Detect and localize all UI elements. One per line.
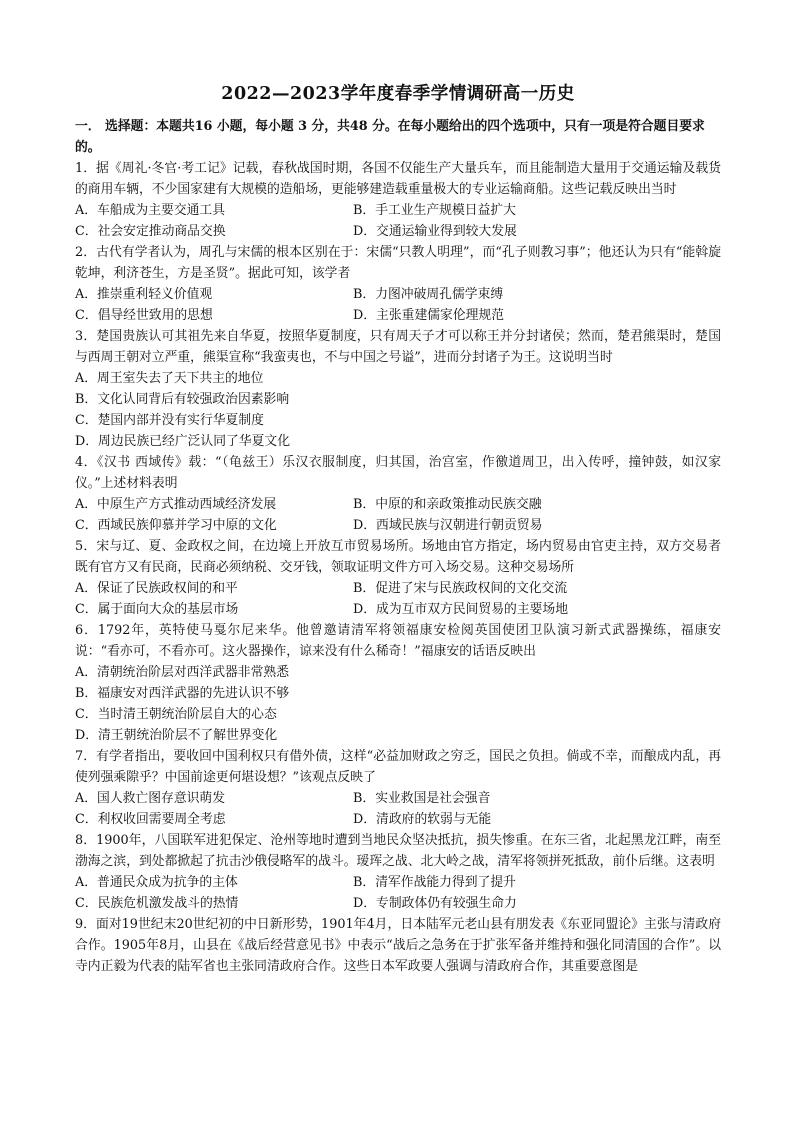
option-d: D．专制政体仍有较强生命力 <box>353 896 517 911</box>
question-stem: 1．据《周礼·冬官·考工记》记载，春秋战国时期，各国不仅能生产大量兵车，而且能制造大量用于交通运输及载货的商用车辆，不少国家建有大规模的造船场，更能够建造载重量极大的专业运输商船。这些记载反映出当时 <box>75 161 721 197</box>
question-8 <box>75 830 721 914</box>
question-stem: 5．宋与辽、夏、金政权之间，在边境上开放互市贸易场所。场地由官方指定，场内贸易由官吏主持，双方交易者既有官方又有民商，民商必须纳税、交牙钱，领取证明文件方可入场交易。这种交易场所 <box>75 539 721 575</box>
question-3 <box>75 326 721 452</box>
option-b: B．福康安对西洋武器的先进认识不够 <box>75 686 290 701</box>
option-d: D．清王朝统治阶层不了解世界变化 <box>75 728 278 743</box>
option-d: D．清政府的软弱与无能 <box>353 812 492 827</box>
question-stem: 3．楚国贵族认可其祖先来自华夏，按照华夏制度，只有周天子才可以称王并分封诸侯；然而，楚君熊渠时，楚国与西周王朝对立严重，熊渠宣称“我蛮夷也，不与中国之号谥”，进而分封诸子为王。这说明当时 <box>75 329 721 365</box>
option-a: A．国人救亡图存意识萌发 <box>75 791 226 806</box>
option-a: A．周王室失去了天下共主的地位 <box>75 371 264 386</box>
question-2 <box>75 242 721 326</box>
question-6 <box>75 620 721 746</box>
page-title: 2022—2023学年度春季学情调研高一历史 <box>221 84 575 104</box>
question-9 <box>75 914 721 977</box>
option-a: A．清朝统治阶层对西洋武器非常熟悉 <box>75 665 289 680</box>
option-d: D．西域民族与汉朝进行朝贡贸易 <box>353 518 543 533</box>
question-stem: 2．古代有学者认为，周孔与宋儒的根本区别在于：宋儒“只教人明理”，而“孔子则教习事”；他还认为只有“能斡旋乾坤，利济苍生，方是圣贤”。据此可知，该学者 <box>75 245 721 281</box>
option-b: B．清军作战能力得到了提升 <box>353 875 516 890</box>
option-b: B．文化认同背后有较强政治因素影响 <box>75 392 290 407</box>
option-c: C．楚国内部并没有实行华夏制度 <box>75 413 264 428</box>
question-7 <box>75 746 721 830</box>
option-c: C．西域民族仰慕并学习中原的文化 <box>75 518 277 533</box>
option-a: A．推崇重利轻义价值观 <box>75 287 213 302</box>
option-a: A．保证了民族政权间的和平 <box>75 581 238 596</box>
option-c: C．属于面向大众的基层市场 <box>75 602 239 617</box>
option-d: D．交通运输业得到较大发展 <box>353 224 517 239</box>
question-1 <box>75 158 721 242</box>
option-b: B．促进了宋与民族政权间的文化交流 <box>353 581 568 596</box>
option-b: B．中原的和亲政策推动民族交融 <box>353 497 542 512</box>
option-c: C．民族危机激发战斗的热情 <box>75 896 239 911</box>
question-stem: 9．面对19世纪末20世纪初的中日新形势，1901年4月，日本陆军元老山县有朋发表《东亚同盟论》主张与清政府合作。1905年8月，山县在《战后经营意见书》中表示“战后之急务在于扩张军备并维持和强化同清国的合作”。以寺内正毅为代表的陆军省也主张同清政府合作。这些日本军政要人强调与清政府合作，其重要意图是 <box>75 917 721 974</box>
option-b: B．手工业生产规模日益扩大 <box>353 203 516 218</box>
question-stem: 6．1792年，英特使马戛尔尼来华。他曾邀请清军将领福康安检阅英国使团卫队演习新式武器操练，福康安说：“看亦可，不看亦可。这火器操作，谅来没有什么稀奇！”福康安的话语反映出 <box>75 623 721 659</box>
option-a: A．车船成为主要交通工具 <box>75 203 226 218</box>
option-d: D．主张重建儒家伦理规范 <box>353 308 505 323</box>
question-4 <box>75 452 721 536</box>
option-c: C．倡导经世致用的思想 <box>75 308 213 323</box>
exam-page <box>75 82 721 977</box>
option-b: B．实业救国是社会强音 <box>353 791 491 806</box>
option-c: C．社会安定推动商品交换 <box>75 224 226 239</box>
option-a: A．普通民众成为抗争的主体 <box>75 875 238 890</box>
option-c: C．当时清王朝统治阶层自大的心态 <box>75 707 277 722</box>
question-stem: 4．《汉书 西域传》载：“（龟兹王）乐汉衣服制度，归其国，治宫室，作徼道周卫，出入传呼，撞钟鼓，如汉家仪。”上述材料表明 <box>75 455 721 491</box>
option-d: D．周边民族已经广泛认同了华夏文化 <box>75 434 291 449</box>
question-stem: 8．1900年，八国联军进犯保定、沧州等地时遭到当地民众坚决抵抗，损失惨重。在东三省，北起黑龙江畔，南至渤海之滨，到处都掀起了抗击沙俄侵略军的战斗。瑷珲之战、北大岭之战，清军将领拼死抵敌，前仆后继。这表明 <box>75 833 721 869</box>
option-b: B．力图冲破周孔儒学束缚 <box>353 287 504 302</box>
question-stem: 7．有学者指出，要收回中国利权只有借外债，这样“必益加财政之穷乏，国民之负担。倘或不幸，而酿成内乱，再使列强乘隙乎？中国前途更何堪设想？”该观点反映了 <box>75 749 721 785</box>
option-a: A．中原生产方式推动西域经济发展 <box>75 497 277 512</box>
option-c: C．利权收回需要周全考虑 <box>75 812 226 827</box>
section-heading: 一． 选择题：本题共16 小题，每小题 3 分，共48 分。在每小题给出的四个选项中，只有一项是符合题目要求的。 <box>75 119 705 155</box>
question-5 <box>75 536 721 620</box>
option-d: D．成为互市双方民间贸易的主要场地 <box>353 602 569 617</box>
